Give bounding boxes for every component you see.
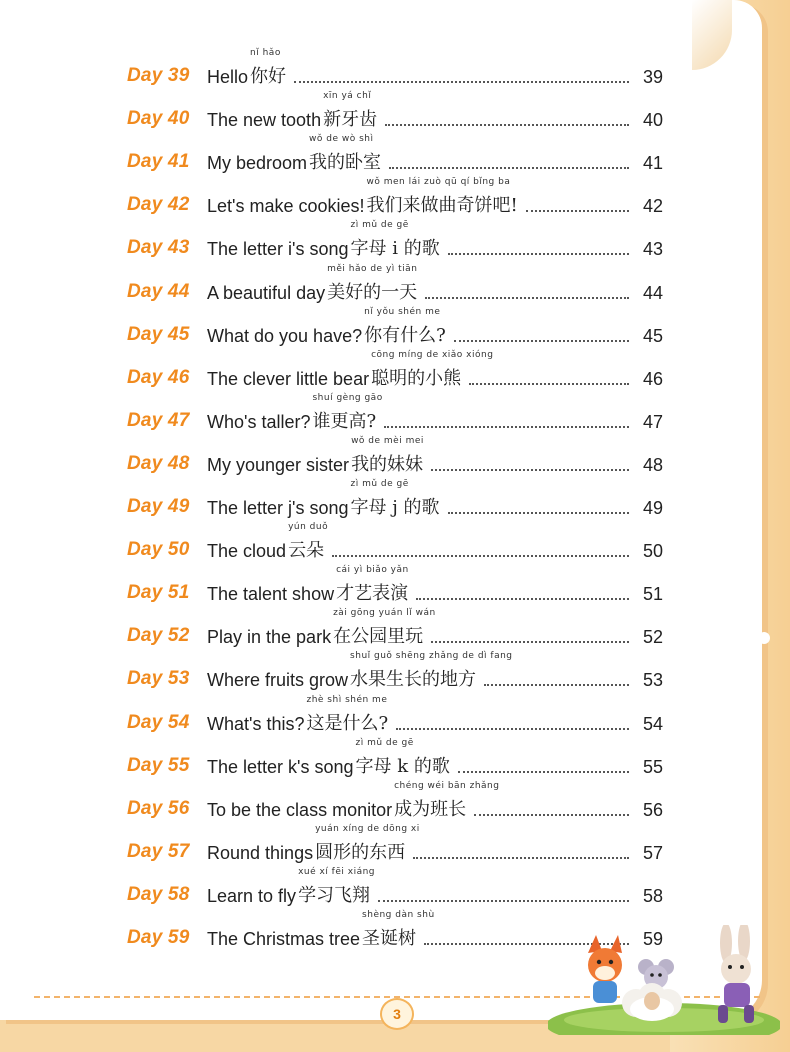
entry-pinyin: cōng míng de xiǎo xióng xyxy=(371,349,494,360)
chinese-group xyxy=(355,737,450,778)
toc-row[interactable] xyxy=(127,263,663,310)
entry-line xyxy=(207,694,663,735)
entry-chinese: 才艺表演 xyxy=(336,583,409,605)
entry-page-number: 49 xyxy=(642,498,663,519)
dot-leader xyxy=(385,123,629,126)
entry-pinyin: cái yì biǎo yǎn xyxy=(336,565,409,576)
day-label: Day 55 xyxy=(127,754,190,776)
day-label: Day 51 xyxy=(127,582,190,604)
entry-line xyxy=(207,435,663,476)
entry-title: The Christmas tree xyxy=(207,928,361,949)
day-label: Day 45 xyxy=(127,323,190,345)
entry-pinyin: wǒ men lái zuò qū qí bǐng ba xyxy=(366,177,511,188)
dot-leader xyxy=(384,425,629,428)
day-label: Day 49 xyxy=(127,496,190,518)
decor-dot xyxy=(758,632,770,644)
page-curl xyxy=(692,0,732,70)
entry-pinyin: nǐ yǒu shén me xyxy=(364,306,441,317)
entry-pinyin: shuí gèng gāo xyxy=(312,392,383,403)
entry-title: My younger sister xyxy=(207,454,350,475)
entry-chinese: 美好的一天 xyxy=(327,281,418,303)
chinese-group xyxy=(371,349,494,390)
entry-chinese: 水果生长的地方 xyxy=(350,669,477,691)
toc-row[interactable] xyxy=(127,780,663,828)
entry-chinese: 你有什么? xyxy=(364,324,446,346)
entry-chinese: 字母 k 的歌 xyxy=(355,755,450,777)
entry-pinyin: měi hǎo de yì tiān xyxy=(327,263,418,274)
entry-title: A beautiful day xyxy=(207,282,326,303)
chinese-group xyxy=(312,392,383,433)
entry-page-number: 57 xyxy=(642,842,663,863)
entry-pinyin: zài gōng yuán lǐ wán xyxy=(333,608,436,619)
dot-leader xyxy=(484,683,629,686)
dot-leader xyxy=(413,856,629,859)
toc-row[interactable] xyxy=(127,608,663,655)
entry-title: My bedroom xyxy=(207,153,308,174)
entry-line xyxy=(207,263,663,304)
toc-row[interactable] xyxy=(127,565,663,612)
entry-page-number: 47 xyxy=(642,411,663,432)
toc-row[interactable] xyxy=(127,435,663,483)
entry-pinyin: zì mǔ de gē xyxy=(355,737,414,748)
day-label: Day 43 xyxy=(127,237,190,259)
dot-leader xyxy=(448,511,629,514)
toc-row[interactable] xyxy=(127,866,663,914)
entry-line xyxy=(207,522,663,562)
entry-pinyin: wǒ de wò shì xyxy=(309,134,374,145)
entry-chinese: 新牙齿 xyxy=(323,109,378,131)
day-label: Day 41 xyxy=(127,151,190,173)
entry-page-number: 53 xyxy=(642,670,663,691)
day-label: Day 56 xyxy=(127,797,190,819)
day-label: Day 40 xyxy=(127,108,190,130)
entry-page-number: 43 xyxy=(642,239,663,260)
day-label: Day 58 xyxy=(127,883,190,905)
toc-row[interactable] xyxy=(127,522,663,569)
chinese-group xyxy=(306,694,389,735)
dot-leader xyxy=(526,209,629,212)
entry-chinese: 我的妹妹 xyxy=(351,453,424,475)
entry-pinyin: zì mǔ de gē xyxy=(350,220,409,231)
entry-chinese: 字母 j 的歌 xyxy=(350,497,440,519)
dot-leader xyxy=(332,554,629,557)
entry-title: Who's taller? xyxy=(207,411,311,432)
day-label: Day 52 xyxy=(127,625,190,647)
entry-chinese: 云朵 xyxy=(288,540,325,562)
entry-line xyxy=(207,91,663,131)
chinese-group xyxy=(362,909,435,950)
chinese-group xyxy=(364,306,446,347)
chinese-group xyxy=(327,263,418,304)
day-label: Day 39 xyxy=(127,65,190,87)
dot-leader xyxy=(431,468,629,471)
chinese-group xyxy=(309,134,382,174)
entry-title: The letter i's song xyxy=(207,239,349,260)
entry-pinyin: zì mǔ de gē xyxy=(350,479,409,490)
entry-title: The clever little bear xyxy=(207,368,370,389)
entry-pinyin: yún duǒ xyxy=(288,522,329,533)
entry-line xyxy=(207,651,663,691)
dot-leader xyxy=(448,252,629,255)
entry-page-number: 45 xyxy=(642,325,663,346)
chinese-group xyxy=(351,435,424,476)
chinese-group xyxy=(350,479,440,519)
entry-line xyxy=(207,392,663,433)
toc-row[interactable] xyxy=(127,306,663,354)
dot-leader xyxy=(416,597,629,600)
chinese-group xyxy=(298,866,376,907)
entry-pinyin: zhè shì shén me xyxy=(306,694,388,705)
dot-leader xyxy=(431,640,629,643)
entry-title: The talent show xyxy=(207,584,335,605)
entry-page-number: 39 xyxy=(642,67,663,88)
entry-line xyxy=(207,866,663,907)
entry-title: Where fruits grow xyxy=(207,670,349,691)
toc-row[interactable] xyxy=(127,694,663,741)
decor-dot xyxy=(748,626,756,634)
chinese-group xyxy=(315,823,420,864)
dot-leader xyxy=(454,339,629,342)
entry-chinese: 在公园里玩 xyxy=(333,626,424,648)
table-of-contents xyxy=(127,48,663,957)
entry-title: Play in the park xyxy=(207,627,332,648)
page-number-badge: 3 xyxy=(380,998,414,1030)
dot-leader xyxy=(425,296,629,299)
entry-chinese: 我们来做曲奇饼吧! xyxy=(366,195,518,217)
dot-leader xyxy=(469,382,629,385)
chinese-group xyxy=(350,220,440,260)
toc-row[interactable] xyxy=(127,479,663,526)
entry-pinyin: yuán xíng de dōng xi xyxy=(315,823,420,834)
entry-chinese: 成为班长 xyxy=(394,798,467,820)
entry-page-number: 50 xyxy=(642,541,663,562)
entry-chinese: 这是什么? xyxy=(306,712,389,734)
day-label: Day 48 xyxy=(127,452,190,474)
entry-page-number: 56 xyxy=(642,799,663,820)
entry-chinese: 圣诞树 xyxy=(362,927,417,949)
entry-line xyxy=(207,565,663,605)
day-label: Day 46 xyxy=(127,366,190,388)
toc-row[interactable] xyxy=(127,220,663,267)
chinese-group xyxy=(350,651,513,691)
day-label: Day 57 xyxy=(127,840,190,862)
toc-row[interactable] xyxy=(127,737,663,785)
entry-line xyxy=(207,48,663,88)
chinese-group xyxy=(323,91,378,131)
dot-leader xyxy=(396,727,629,730)
entry-line xyxy=(207,479,663,519)
entry-title: Hello xyxy=(207,67,249,88)
entry-title: The letter j's song xyxy=(207,498,349,519)
entry-page-number: 52 xyxy=(642,627,663,648)
entry-chinese: 谁更高? xyxy=(312,410,377,432)
entry-page-number: 48 xyxy=(642,454,663,475)
entry-chinese: 学习飞翔 xyxy=(298,884,371,906)
entry-title: What's this? xyxy=(207,713,305,734)
entry-title: Learn to fly xyxy=(207,885,297,906)
entry-chinese: 字母 i 的歌 xyxy=(350,238,440,260)
entry-chinese: 你好 xyxy=(250,66,287,88)
entry-page-number: 51 xyxy=(642,584,663,605)
entry-page-number: 42 xyxy=(642,196,663,217)
cartoon-animals-icon xyxy=(548,925,780,1035)
dot-leader xyxy=(294,80,629,83)
entry-pinyin: xué xí fēi xiáng xyxy=(298,866,376,877)
toc-row[interactable] xyxy=(127,823,663,871)
entry-title: Let's make cookies! xyxy=(207,196,365,217)
toc-row[interactable] xyxy=(127,392,663,440)
entry-pinyin: shuǐ guǒ shēng zhǎng de dì fang xyxy=(350,651,513,662)
entry-title: The letter k's song xyxy=(207,756,354,777)
day-label: Day 44 xyxy=(127,280,190,302)
entry-line xyxy=(207,220,663,260)
entry-line xyxy=(207,608,663,648)
entry-pinyin: wǒ de mèi mei xyxy=(351,435,424,446)
entry-title: The cloud xyxy=(207,541,287,562)
chinese-group xyxy=(333,608,436,648)
entry-page-number: 46 xyxy=(642,368,663,389)
day-label: Day 53 xyxy=(127,668,190,690)
entry-page-number: 54 xyxy=(642,713,663,734)
entry-page-number: 59 xyxy=(642,928,663,949)
chinese-group xyxy=(336,565,409,605)
entry-pinyin: chéng wéi bān zhǎng xyxy=(394,780,500,791)
toc-row[interactable] xyxy=(127,349,663,397)
entry-line xyxy=(207,823,663,864)
toc-row[interactable] xyxy=(127,177,663,224)
dot-leader xyxy=(458,770,629,773)
entry-title: Round things xyxy=(207,842,314,863)
entry-title: What do you have? xyxy=(207,325,363,346)
fox-figure xyxy=(588,935,622,1003)
day-label: Day 42 xyxy=(127,194,190,216)
toc-row[interactable] xyxy=(127,48,663,95)
entry-line xyxy=(207,737,663,778)
dot-leader xyxy=(378,899,629,902)
entry-page-number: 58 xyxy=(642,885,663,906)
entry-title: To be the class monitor xyxy=(207,799,393,820)
day-label: Day 59 xyxy=(127,926,190,948)
chinese-group xyxy=(288,522,329,562)
entry-chinese: 我的卧室 xyxy=(309,152,382,174)
chinese-group xyxy=(394,780,500,821)
entry-pinyin: shèng dàn shù xyxy=(362,909,435,920)
day-label: Day 47 xyxy=(127,409,190,431)
chinese-group xyxy=(366,177,518,217)
dot-leader xyxy=(389,166,629,169)
sheep-figure xyxy=(622,983,682,1021)
entry-line xyxy=(207,306,663,347)
entry-line xyxy=(207,134,663,174)
entry-page-number: 44 xyxy=(642,282,663,303)
entry-line xyxy=(207,177,663,217)
toc-row[interactable] xyxy=(127,91,663,138)
dot-leader xyxy=(474,813,629,816)
chinese-group xyxy=(250,48,287,88)
entry-chinese: 聪明的小熊 xyxy=(371,367,462,389)
entry-chinese: 圆形的东西 xyxy=(315,841,406,863)
entry-page-number: 40 xyxy=(642,110,663,131)
toc-row[interactable] xyxy=(127,134,663,181)
entry-page-number: 55 xyxy=(642,756,663,777)
day-label: Day 54 xyxy=(127,711,190,733)
toc-row[interactable] xyxy=(127,651,663,698)
entry-pinyin: nǐ hǎo xyxy=(250,48,281,59)
day-label: Day 50 xyxy=(127,539,190,561)
entry-pinyin: xīn yá chǐ xyxy=(323,91,372,102)
entry-line xyxy=(207,780,663,821)
entry-page-number: 41 xyxy=(642,153,663,174)
entry-title: The new tooth xyxy=(207,110,322,131)
entry-line xyxy=(207,349,663,390)
